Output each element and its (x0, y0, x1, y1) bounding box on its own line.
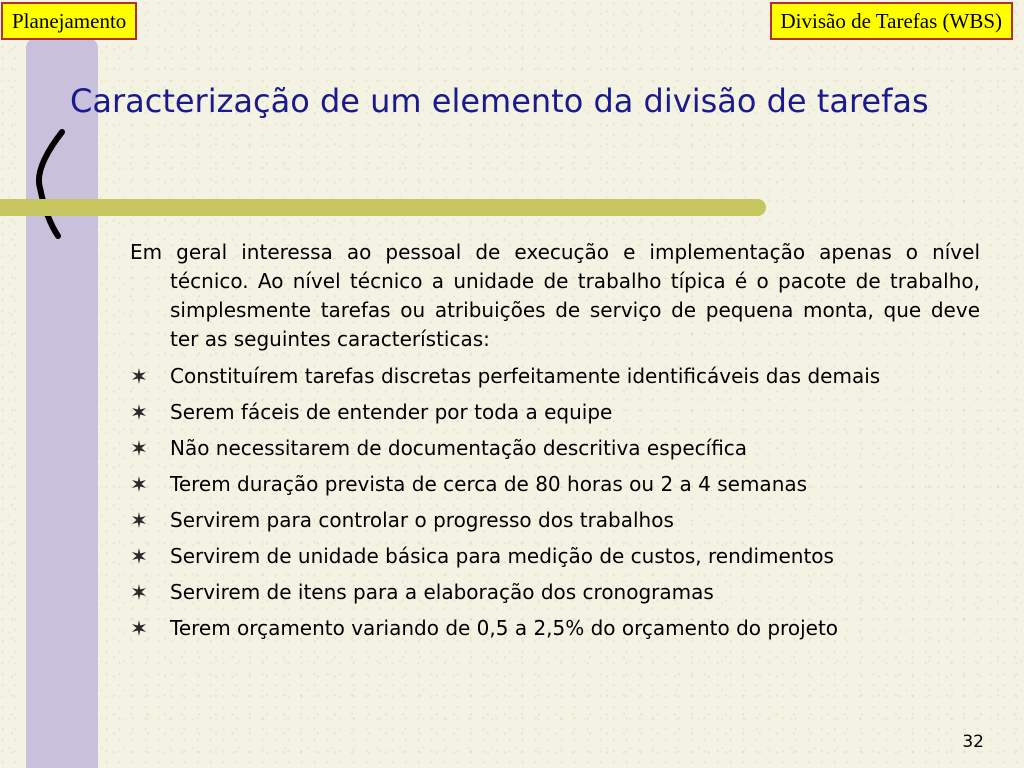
list-item (130, 614, 980, 643)
list-item (130, 542, 980, 571)
list-item-text: Servirem para controlar o progresso dos trabalhos (170, 508, 674, 532)
list-item (130, 434, 980, 463)
star-bullet-icon (132, 584, 146, 600)
star-bullet-icon (132, 404, 146, 420)
star-bullet-icon (132, 476, 146, 492)
intro-paragraph: Em geral interessa ao pessoal de execução e implementação apenas o nível técnico. Ao nível técnico a unidade de trabalho típica é o pacote de trabalho, simplesmente tarefas ou atribuições de serviço de pequena monta, que deve ter as seguintes características: (130, 240, 980, 351)
star-bullet-icon (132, 548, 146, 564)
characteristics-list (130, 362, 980, 643)
star-bullet-icon (132, 512, 146, 528)
list-item-text: Servirem de unidade básica para medição de custos, rendimentos (170, 544, 834, 568)
list-item (130, 578, 980, 607)
list-item (130, 398, 980, 427)
list-item-text: Terem duração prevista de cerca de 80 horas ou 2 a 4 semanas (170, 472, 808, 496)
star-bullet-icon (132, 368, 146, 384)
slide-title: Caracterização de um elemento da divisão de tarefas (70, 82, 929, 120)
section-tag-left: Planejamento (1, 2, 137, 40)
list-item (130, 362, 980, 391)
list-item (130, 506, 980, 535)
bracket-decoration (28, 128, 68, 240)
list-item-text: Constituírem tarefas discretas perfeitamente identificáveis das demais (170, 364, 881, 388)
list-item-text: Serem fáceis de entender por toda a equipe (170, 400, 613, 424)
star-bullet-icon (132, 440, 146, 456)
list-item (130, 470, 980, 499)
page-number: 32 (962, 732, 984, 752)
star-bullet-icon (132, 620, 146, 636)
list-item-text: Terem orçamento variando de 0,5 a 2,5% do orçamento do projeto (170, 616, 839, 640)
list-item-text: Não necessitarem de documentação descritiva específica (170, 436, 748, 460)
section-tag-right: Divisão de Tarefas (WBS) (770, 2, 1014, 40)
list-item-text: Servirem de itens para a elaboração dos cronogramas (170, 580, 714, 604)
title-underline-bar (0, 199, 766, 216)
slide-body (130, 238, 980, 650)
